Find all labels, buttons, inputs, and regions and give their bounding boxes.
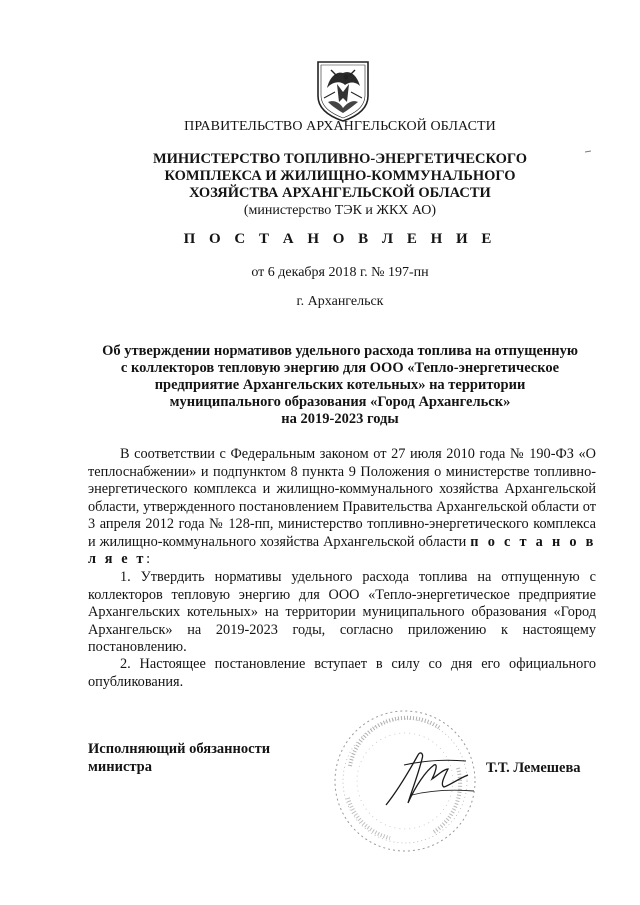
- resolves-word: п о с т а н о в л я е т: [88, 533, 597, 567]
- title-line: муниципального образования «Город Архангельск»: [169, 394, 511, 410]
- signatory-name: Т.Т. Лемешева: [486, 760, 581, 776]
- preamble-paragraph: [88, 446, 596, 569]
- government-name: ПРАВИТЕЛЬСТВО АРХАНГЕЛЬСКОЙ ОБЛАСТИ: [184, 119, 496, 134]
- title-line: с коллекторов тепловую энергию для ООО «Тепло-энергетическое: [120, 360, 560, 376]
- stray-mark: [585, 150, 591, 153]
- ministry-name: [40, 151, 640, 219]
- ministry-name-line: ХОЗЯЙСТВА АРХАНГЕЛЬСКОЙ ОБЛАСТИ: [189, 185, 491, 201]
- title-line: предприятие Архангельских котельных» на территории: [154, 377, 526, 393]
- clause-2: 2. Настоящее постановление вступает в силу со дня его официального опубликования.: [88, 656, 596, 690]
- title-line: Об утверждении нормативов удельного расхода топлива на отпущенную: [102, 343, 578, 359]
- document-city: г. Архангельск: [296, 294, 384, 309]
- ministry-name-line: КОМПЛЕКСА И ЖИЛИЩНО-КОММУНАЛЬНОГО: [164, 168, 516, 184]
- handwritten-signature-icon: [378, 735, 488, 815]
- resolves-punctuation: :: [146, 551, 151, 567]
- ministry-short-name: (министерство ТЭК и ЖКХ АО): [243, 203, 437, 218]
- document-type: П О С Т А Н О В Л Е Н И Е: [183, 231, 497, 247]
- document-date-number: от 6 декабря 2018 г. № 197-пн: [251, 265, 429, 280]
- coat-of-arms-icon: [315, 58, 371, 122]
- position-line: министра: [88, 759, 152, 775]
- title-line: на 2019-2023 годы: [281, 411, 399, 427]
- ministry-name-line: МИНИСТЕРСТВО ТОПЛИВНО-ЭНЕРГЕТИЧЕСКОГО: [152, 151, 528, 167]
- document-title: [60, 343, 620, 428]
- signatory-position: [88, 740, 270, 776]
- clause-1: 1. Утвердить нормативы удельного расхода топлива на отпущенную с коллекторов тепловую энергию для ООО «Тепло-энергетическое предприятие Архангельских котельных» на территории муниципального образования «Город Архангельск» на 2019-2023 годы, согласно приложению к настоящему постановлению.: [88, 569, 596, 655]
- preamble-text: В соответствии с Федеральным законом от 27 июля 2010 года № 190-ФЗ «О теплоснабжении» и подпунктом 8 пункта 9 Положения о министерстве топливно-энергетического комплекса и жилищно-коммунального хозяйства Архангельской области, утвержденного постановлением Правительства Архангельской области от 3 апреля 2012 года № 128-пп, министерство топливно-энергетического комплекса и жилищно-коммунального хозяйства Архангельской области: [88, 446, 596, 550]
- position-line: Исполняющий обязанности: [88, 741, 271, 757]
